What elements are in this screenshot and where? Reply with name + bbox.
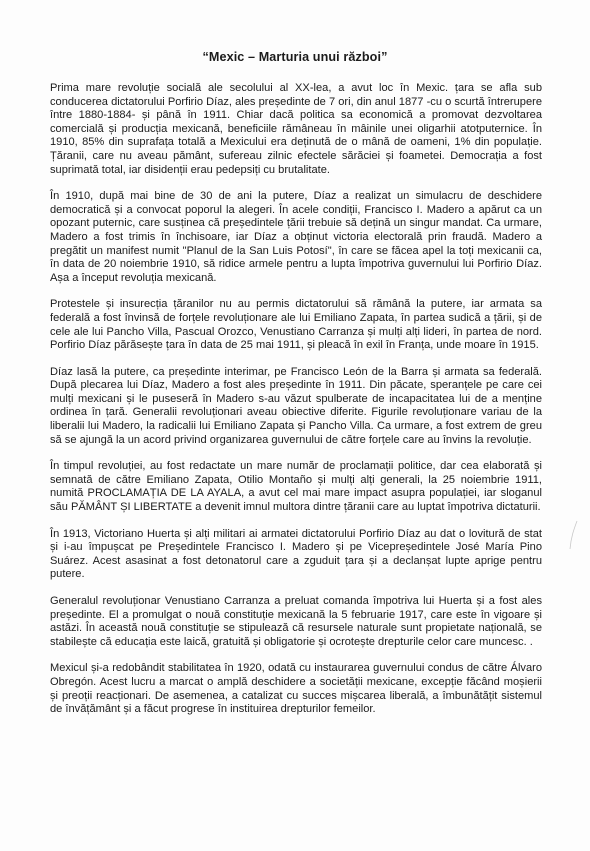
paragraph-7: Generalul revoluționar Venustiano Carranza a preluat comanda împotriva lui Huerta și a fost ales președinte. El a promulgat o nouă constituție mexicană la 5 februarie 1917, care este în vigoare și astăzi. În această nouă constituție se stipulează că resursele naturale sunt propietate națională, se stabilește că educația este laică, gratuită și obligatorie și ocrotește drepturile celor care muncesc. . (50, 595, 542, 648)
paragraph-8: Mexicul și-a redobândit stabilitatea în 1920, odată cu instaurarea guvernului condus de către Álvaro Obregón. Acest lucru a marcat o amplă deschidere a societății mexicane, excepție făcând moșierii și preoții reacționari. De asemenea, a catalizat cu succes mișcarea liberală, a îmbunătățit sistemul de învățământ și a făcut progrese în instituirea drepturilor femeilor. (50, 662, 542, 716)
paragraph-2: În 1910, după mai bine de 30 de ani la putere, Díaz a realizat un simulacru de deschidere democratică și a convocat poporul la alegeri. În acele condiții, Francisco I. Madero a apărut ca un opozant puternic, care susținea că președintele țării trebuie să dețină un singur mandat. Ca urmare, Madero a fost trimis în închisoare, iar Díaz a obținut victoria electorală prin fraudă. Madero a pregătit un manifest numit "Planul de la San Luis Potosí", în care se făcea apel la toți mexicanii ca, în data de 20 noiembrie 1910, să ridice armele pentru a lupta împotriva guvernului lui Porfirio Díaz. Așa a început revoluția mexicană. (50, 190, 542, 284)
document-title: “Mexic – Marturia unui război” (202, 50, 388, 64)
document-body (50, 82, 542, 730)
paragraph-6: În 1913, Victoriano Huerta și alți militari ai armatei dictatorului Porfirio Díaz au dat o lovitură de stat și i-au împușcat pe Președintele Francisco I. Madero și pe Vicepreședintele José María Pino Suárez. Acest asasinat a fost detonatorul care a zguduit țara și a declanșat lupte aprige pentru putere. (50, 527, 542, 581)
scan-pencil-mark (568, 520, 580, 550)
paragraph-4: Díaz lasă la putere, ca președinte interimar, pe Francisco León de la Barra și armata sa federală. După plecarea lui Díaz, Madero a fost ales președinte în 1911. Din păcate, speranțele pe care cei mulți mexicani și le puseseră în Madero s-au văzut spulberate de incapacitatea lui de a menține ordinea în țară. Generalii revoluționari aveau obiective diferite. Figurile revoluționare variau de la liberalii lui Madero, la radicalii lui Emiliano Zapata și Pancho Villa. Ca urmare, a fost extrem de greu să se ajungă la un acord privind organizarea guvernului de către forțele care au învins la revoluție. (50, 365, 542, 446)
paragraph-3: Protestele și insurecția țăranilor nu au permis dictatorului să rămână la putere, iar armata sa federală a fost învinsă de forțele revoluționare ale lui Emiliano Zapata, în partea sudică a țării, și de cele ale lui Pancho Villa, Pascual Orozco, Venustiano Carranza și mulți alți lideri, în partea de nord. Porfirio Díaz părăsește țara în data de 25 mai 1911, și pleacă în exil în Franța, unde moare în 1915. (50, 298, 542, 352)
paragraph-5: În timpul revoluției, au fost redactate un mare număr de proclamații politice, dar cea elaborată și semnată de către Emiliano Zapata, Otilio Montaño și mulți alți generali, la 25 noiembrie 1911, numită PROCLAMAȚIA DE LA AYALA, a avut cel mai mare impact asupra populației, iar sloganul său PĂMÂNT ȘI LIBERTATE a devenit imnul multora dintre țăranii care au luptat împotriva dictaturii. (50, 460, 542, 514)
paragraph-1: Prima mare revoluție socială ale secolului al XX-lea, a avut loc în Mexic. țara se afla sub conducerea dictatorului Porfirio Díaz, ales președinte de 7 ori, din anul 1877 -cu o scurtă întrerupere între 1880-1884- și până în 1911. Chiar dacă politica sa economică a promovat dezvoltarea comercială și producția mexicană, beneficiile rămâneau în mâinile unei oligarhii atotputernice. În 1910, 85% din suprafața totală a Mexicului era deținută de o mână de oameni, 1% din populație. Țăranii, care nu aveau pământ, sufereau zilnic efectele sărăciei și foametei. Democrația a fost suprimată total, iar disidenții erau pedepsiți cu brutalitate. (50, 82, 542, 176)
